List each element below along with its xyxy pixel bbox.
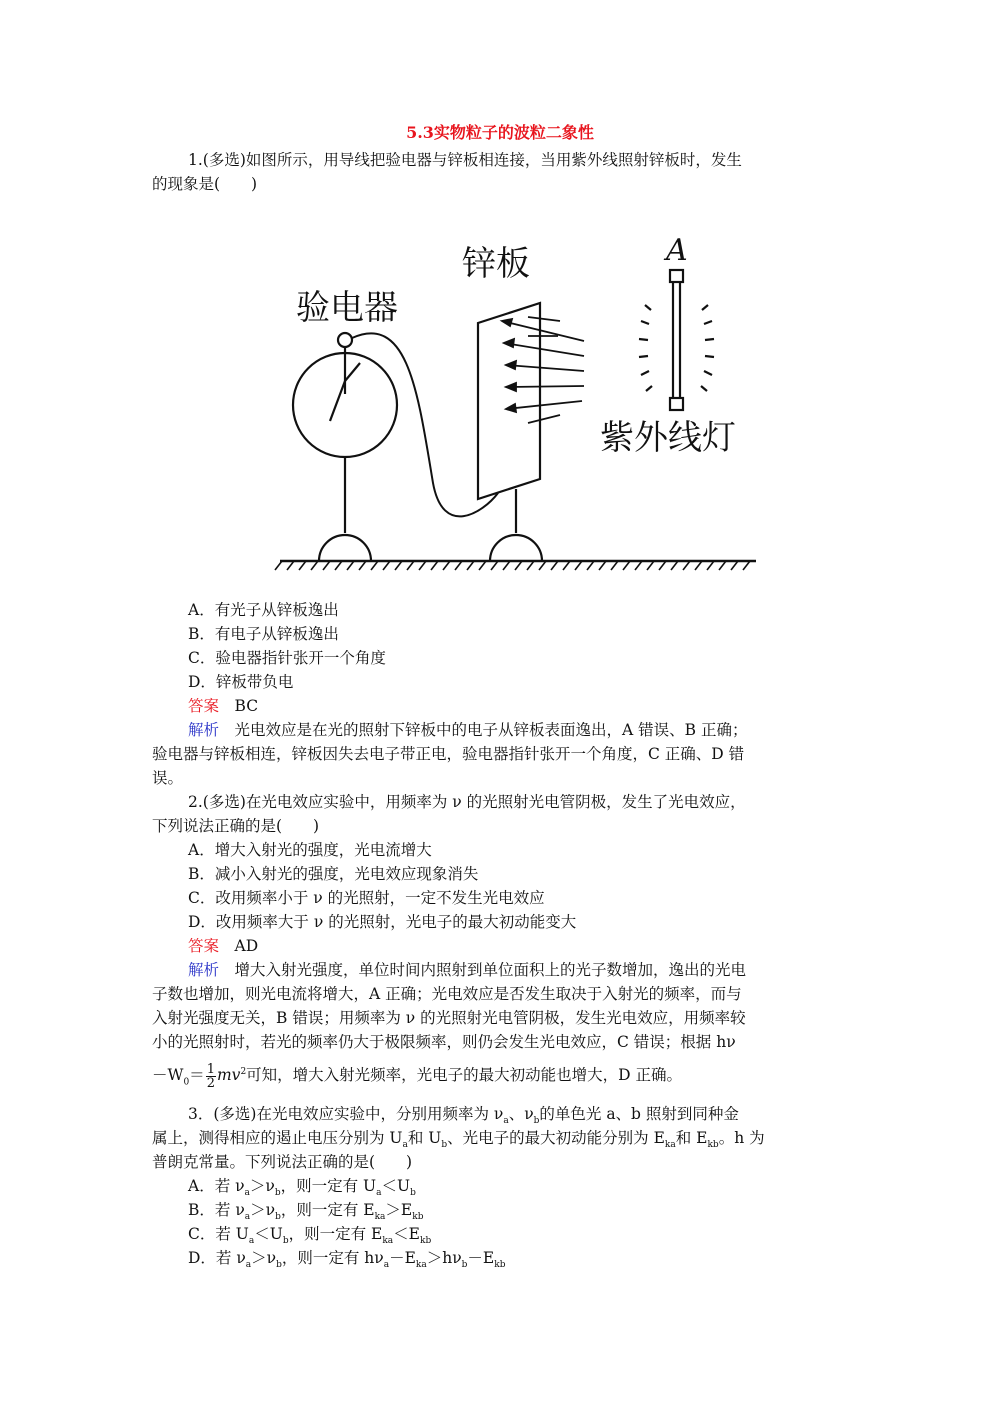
sub: b — [282, 1236, 289, 1247]
fraction-denominator: 2 — [206, 1075, 215, 1091]
sub: a — [383, 1260, 390, 1271]
sub: kb — [419, 1236, 432, 1247]
q1-analysis-line2: 验电器与锌板相连，锌板因失去电子带正电，验电器指针张开一个角度，C 正确、D 错 — [152, 745, 745, 763]
sub: kb — [707, 1140, 719, 1151]
option-text: ＜E — [393, 1225, 420, 1243]
analysis-text: 增大入射光强度，单位时间内照射到单位面积上的光子数增加，逸出的光电 — [234, 961, 747, 979]
fraction-numerator: 1 — [206, 1061, 215, 1077]
option-text: ＜U — [381, 1177, 411, 1195]
q2-analysis-line5 — [152, 1060, 852, 1094]
option-text: －E — [467, 1249, 495, 1267]
q1-option-a: A．有光子从锌板逸出 — [188, 601, 339, 619]
sub: b — [461, 1260, 468, 1271]
experiment-figure — [258, 193, 778, 593]
q1-answer — [188, 694, 888, 718]
option-text: C．若 U — [188, 1225, 249, 1243]
q2-analysis-line1 — [188, 958, 888, 982]
q3-stem-text: 、光电子的最大初动能分别为 E — [447, 1129, 665, 1147]
option-text: A．若 ν — [188, 1177, 245, 1195]
q2-stem-line2: 下列说法正确的是( ) — [152, 817, 320, 835]
electroscope — [293, 333, 397, 561]
sub: a — [244, 1188, 250, 1199]
q2-stem-line1: 2.(多选)在光电效应实验中，用频率为 ν 的光照射光电管阴极，发生了光电效应， — [188, 793, 746, 811]
option-text: ＞ν — [250, 1201, 276, 1219]
sub: b — [533, 1116, 540, 1127]
sub: a — [244, 1212, 251, 1223]
option-text: ＞hν — [426, 1249, 462, 1267]
sub: ka — [415, 1260, 427, 1271]
answer-value: BC — [234, 697, 259, 715]
lamp-letter-label: A — [666, 233, 688, 268]
q3-stem-text: 和 E — [675, 1129, 708, 1147]
q2-option-b: B．减小入射光的强度，光电效应现象消失 — [188, 865, 479, 883]
q1-option-b: B．有电子从锌板逸出 — [188, 625, 339, 643]
uv-lamp-label: 紫外线灯 — [600, 418, 736, 458]
option-text: ，则一定有 hν — [281, 1249, 384, 1267]
sub: b — [441, 1140, 448, 1151]
uv-lamp — [639, 270, 714, 410]
option-text: ，则一定有 E — [280, 1201, 375, 1219]
ground-hatching — [275, 561, 750, 570]
analysis-text: 光电效应是在光的照射下锌板中的电子从锌板表面逸出，A 错误、B 正确； — [234, 721, 748, 739]
sub: b — [410, 1188, 416, 1199]
q1-stem-line1: 1.(多选)如图所示，用导线把验电器与锌板相连接，当用紫外线照射锌板时，发生 — [188, 151, 742, 169]
option-text: ，则一定有 U — [280, 1177, 377, 1195]
formula-post: 可知，增大入射光频率，光电子的最大初动能也增大，D 正确。 — [246, 1066, 683, 1085]
q2-analysis-line3: 入射光强度无关，B 错误；用频率为 ν 的光照射光电管阴极，发生光电效应，用频率较 — [152, 1009, 746, 1027]
sub: a — [245, 1260, 252, 1271]
zinc-plate-label: 锌板 — [462, 244, 530, 284]
q2-option-c: C．改用频率小于 ν 的光照射，一定不发生光电效应 — [188, 889, 545, 907]
sub: a — [503, 1116, 509, 1127]
option-text: ＞E — [385, 1201, 413, 1219]
option-text: ＞ν — [249, 1177, 275, 1195]
q3-stem-text: 和 U — [407, 1129, 442, 1147]
sub: ka — [664, 1140, 676, 1151]
answer-value: AD — [234, 937, 259, 955]
q3-option-d — [188, 1246, 888, 1277]
q2-option-d: D．改用频率大于 ν 的光照射，光电子的最大初动能变大 — [188, 913, 577, 931]
sub: b — [276, 1260, 282, 1271]
formula-mv: mv — [216, 1066, 241, 1085]
formula-sup: 2 — [240, 1067, 247, 1077]
q1-stem-line2: 的现象是( ) — [152, 175, 258, 193]
q3-stem-text: 3．(多选)在光电效应实验中，分别用频率为 ν — [188, 1105, 504, 1123]
q3-stem-text: 的单色光 a、b 照射到同种金 — [539, 1105, 739, 1123]
q3-stem-line3: 普朗克常量。下列说法正确的是( ) — [152, 1153, 413, 1171]
sub: ka — [374, 1212, 386, 1223]
q3-stem-text: 。h 为 — [718, 1129, 765, 1147]
formula-sub: 0 — [183, 1077, 190, 1088]
sub: ka — [382, 1236, 394, 1247]
option-text: ＞ν — [251, 1249, 277, 1267]
uv-rays — [502, 317, 584, 423]
page-title: 5.3实物粒子的波粒二象性 — [406, 123, 594, 142]
option-text: B．若 ν — [188, 1201, 245, 1219]
answer-label: 答案 — [188, 697, 220, 715]
q2-analysis-line4: 小的光照射时，若光的频率仍大于极限频率，则仍会发生光电效应，C 错误；根据 hν — [152, 1033, 736, 1051]
sub: a — [248, 1236, 255, 1247]
q1-option-c: C．验电器指针张开一个角度 — [188, 649, 386, 667]
option-text: D．若 ν — [188, 1249, 246, 1267]
sub: kb — [412, 1212, 424, 1223]
analysis-label: 解析 — [188, 961, 220, 979]
analysis-label: 解析 — [188, 721, 220, 739]
q3-stem-text: 属上，测得相应的遏止电压分别为 U — [152, 1129, 403, 1147]
q3-stem-text: 、ν — [508, 1105, 534, 1123]
option-text: －E — [389, 1249, 416, 1267]
electroscope-label: 验电器 — [296, 288, 398, 328]
answer-label: 答案 — [188, 937, 220, 955]
q2-option-a: A．增大入射光的强度，光电流增大 — [188, 841, 432, 859]
q2-answer — [188, 934, 888, 958]
sub: b — [275, 1212, 281, 1223]
q2-analysis-line2: 子数也增加，则光电流将增大，A 正确；光电效应是否发生取决于入射光的频率，而与 — [152, 985, 742, 1003]
sub: a — [402, 1140, 408, 1151]
q1-option-d: D．锌板带负电 — [188, 673, 294, 691]
option-text: ＜U — [254, 1225, 283, 1243]
formula-text: －W — [152, 1066, 184, 1085]
fraction-one-half — [206, 1063, 216, 1090]
q1-analysis-line3: 误。 — [152, 769, 184, 787]
sub: kb — [494, 1260, 506, 1271]
option-text: ，则一定有 E — [288, 1225, 383, 1243]
sub: b — [274, 1188, 281, 1199]
q1-analysis-line1 — [188, 718, 888, 742]
formula-eq: ＝ — [189, 1066, 205, 1085]
sub: a — [376, 1188, 382, 1199]
